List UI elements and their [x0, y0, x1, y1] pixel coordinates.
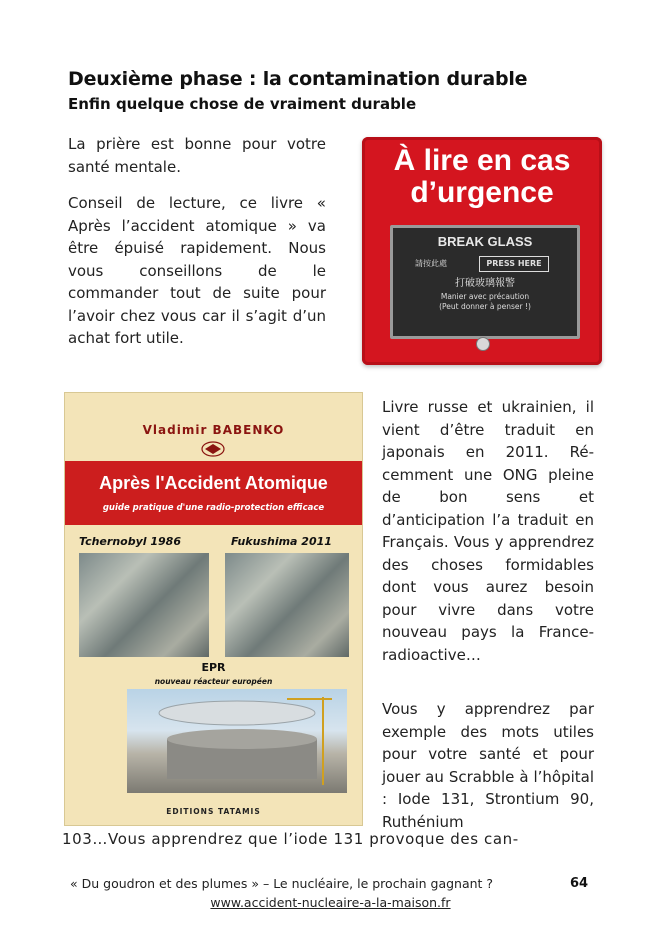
page-number: 64: [570, 876, 589, 891]
alarm-title-line1: À lire en cas: [393, 144, 571, 177]
book-cover-image: [64, 392, 363, 826]
label-chernobyl: Tchernobyl 1986: [79, 535, 181, 548]
manier-line2: (Peut donner à penser !): [439, 302, 531, 311]
footer-quote: « Du goudron et des plumes » – Le nucléaire, le prochain gagnant ?: [70, 876, 494, 891]
book-subtitle: guide pratique d'une radio-protection efficace: [102, 503, 325, 513]
handle-with-care-note: [393, 292, 577, 312]
alarm-title: [362, 145, 602, 209]
section-heading: Deuxième phase : la contamination durable: [68, 68, 528, 90]
epr-reactor-photo: [127, 689, 347, 793]
screw-icon: [476, 337, 490, 351]
alarm-title-line2: d’urgence: [410, 176, 554, 209]
emergency-alarm-image: [362, 137, 602, 365]
book-title: Après l'Accident Atomique: [99, 473, 328, 493]
label-fukushima: Fukushima 2011: [231, 535, 332, 548]
publisher-logo-icon: [201, 441, 225, 457]
book-publisher: EDITIONS TATAMIS: [166, 807, 261, 816]
paragraph-reading-advice: Conseil de lecture, ce livre « Après l’accident atomique » va être épuisé rapidement. Nous vous conseillons de le commander tout de suite pour l’avoir chez vous car il s’agit d’un achat fort utile.: [68, 194, 326, 347]
epr-subtitle: nouveau réacteur européen: [154, 677, 273, 686]
paragraph-useful-words: Vous y apprendrez par exemple des mots utiles pour votre santé et pour jouer au Scrabble à l’hôpital : Iode 131, Strontium 90, Ruthénium: [382, 700, 594, 831]
epr-label: EPR: [201, 661, 226, 674]
paragraph-book-description: Livre russe et ukrainien, il vient d’être traduit en japonais en 2011. Récemment une ONG pleine de bon sens et d’anticipation l’a traduit en Français. Vous y apprendrez des choses formidables dont vous aurez besoin pour vivre dans votre nouveau pays la France-radioactive…: [382, 398, 594, 664]
break-glass-label: BREAK GLASS: [437, 234, 533, 249]
book-title-band: [65, 461, 362, 525]
section-subheading: Enfin quelque chose de vraiment durable: [68, 95, 417, 113]
book-author: Vladimir BABENKO: [142, 423, 285, 437]
paragraph-prayer: La prière est bonne pour votre santé mentale.: [68, 135, 326, 176]
chinese-small-label: 請按此處: [415, 259, 447, 268]
press-here-label: PRESS HERE: [479, 256, 549, 272]
footer-url-link[interactable]: www.accident-nucleaire-a-la-maison.fr: [210, 895, 451, 910]
chernobyl-photo: [79, 553, 209, 657]
fukushima-photo: [225, 553, 349, 657]
break-glass-panel: [390, 225, 580, 339]
paragraph-continuation: 103…Vous apprendrez que l’iode 131 provoque des can-: [62, 830, 519, 848]
reactor-dome-icon: [127, 689, 347, 793]
manier-line1: Manier avec précaution: [440, 292, 530, 301]
chinese-break-label: 打破玻璃報警: [455, 278, 515, 289]
